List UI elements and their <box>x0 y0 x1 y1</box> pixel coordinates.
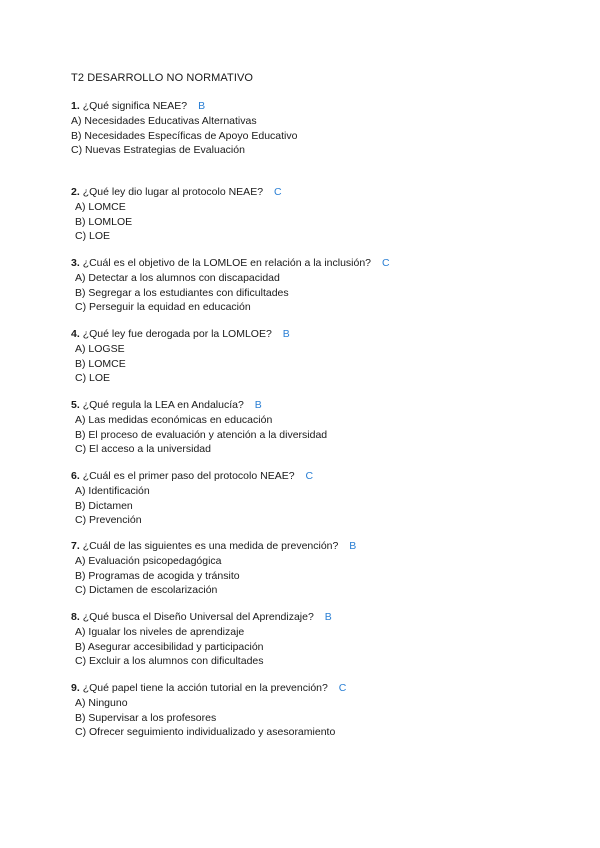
option-b: B) Supervisar a los profesores <box>75 711 217 724</box>
question-6 <box>71 469 541 528</box>
question-4 <box>71 327 541 386</box>
option-c: C) Nuevas Estrategias de Evaluación <box>71 144 245 157</box>
question-number: 7. <box>71 540 80 552</box>
option-c: C) LOE <box>75 372 111 385</box>
answer-key: B <box>324 611 332 623</box>
question-9 <box>71 681 541 740</box>
option-c: C) Prevención <box>75 514 142 527</box>
question-text: ¿Qué significa NEAE? <box>82 100 188 112</box>
option-b: B) Programas de acogida y tránsito <box>75 569 240 582</box>
answer-key: C <box>381 257 390 269</box>
option-a: A) Detectar a los alumnos con discapacidad <box>75 272 280 284</box>
question-number: 8. <box>71 611 80 623</box>
option-b: B) LOMCE <box>75 357 126 370</box>
answer-key: B <box>198 100 206 112</box>
question-text: ¿Qué regula la LEA en Andalucía? <box>82 399 244 411</box>
question-text: ¿Cuál de las siguientes es una medida de prevención? <box>82 540 339 552</box>
answer-key: B <box>349 540 357 552</box>
question-text: ¿Cuál es el objetivo de la LOMLOE en relación a la inclusión? <box>82 257 372 269</box>
question-line <box>71 681 541 696</box>
question-number: 4. <box>71 328 80 340</box>
question-text: ¿Qué papel tiene la acción tutorial en la prevención? <box>82 682 328 694</box>
question-1 <box>71 99 541 158</box>
question-number: 9. <box>71 682 80 694</box>
option-b: B) El proceso de evaluación y atención a la diversidad <box>75 428 328 441</box>
option-a: A) Necesidades Educativas Alternativas <box>71 115 257 127</box>
option-a: A) LOGSE <box>75 343 125 355</box>
option-b: B) LOMLOE <box>75 215 133 228</box>
question-number: 2. <box>71 186 80 198</box>
answer-key: B <box>254 399 262 411</box>
option-c: C) Excluir a los alumnos con dificultades <box>75 655 264 668</box>
question-line <box>71 185 541 200</box>
option-a: A) Igualar los niveles de aprendizaje <box>75 626 245 638</box>
question-5 <box>71 398 541 457</box>
option-c: C) LOE <box>75 230 111 243</box>
question-8 <box>71 610 541 669</box>
answer-key: C <box>338 682 347 694</box>
question-text: ¿Qué ley dio lugar al protocolo NEAE? <box>82 186 264 198</box>
answer-key: B <box>282 328 290 340</box>
question-line <box>71 469 541 484</box>
option-c: C) El acceso a la universidad <box>75 443 211 456</box>
question-line <box>71 610 541 625</box>
option-b: B) Asegurar accesibilidad y participación <box>75 640 264 653</box>
option-c: C) Perseguir la equidad en educación <box>75 301 251 314</box>
answer-key: C <box>305 470 314 482</box>
option-b: B) Necesidades Específicas de Apoyo Educativo <box>71 129 298 142</box>
option-c: C) Ofrecer seguimiento individualizado y asesoramiento <box>75 726 336 739</box>
option-b: B) Segregar a los estudiantes con dificultades <box>75 286 289 299</box>
question-line <box>71 99 541 114</box>
option-b: B) Dictamen <box>75 499 133 512</box>
question-number: 1. <box>71 100 80 112</box>
question-line <box>71 398 541 413</box>
option-a: A) Identificación <box>75 485 150 497</box>
question-text: ¿Cuál es el primer paso del protocolo NEAE? <box>82 470 295 482</box>
question-2 <box>71 185 541 244</box>
option-a: A) Evaluación psicopedagógica <box>75 555 222 567</box>
question-3 <box>71 256 541 315</box>
document-title: T2 DESARROLLO NO NORMATIVO <box>71 72 254 84</box>
option-c: C) Dictamen de escolarización <box>75 584 218 597</box>
question-line <box>71 327 541 342</box>
option-a: A) Las medidas económicas en educación <box>75 414 273 426</box>
question-number: 5. <box>71 399 80 411</box>
question-number: 6. <box>71 470 80 482</box>
question-number: 3. <box>71 257 80 269</box>
question-text: ¿Qué ley fue derogada por la LOMLOE? <box>82 328 272 340</box>
question-7 <box>71 539 541 598</box>
option-a: A) Ninguno <box>75 697 128 709</box>
answer-key: C <box>273 186 282 198</box>
question-text: ¿Qué busca el Diseño Universal del Aprendizaje? <box>82 611 314 623</box>
option-a: A) LOMCE <box>75 201 126 213</box>
question-line <box>71 539 541 554</box>
question-line <box>71 256 541 271</box>
